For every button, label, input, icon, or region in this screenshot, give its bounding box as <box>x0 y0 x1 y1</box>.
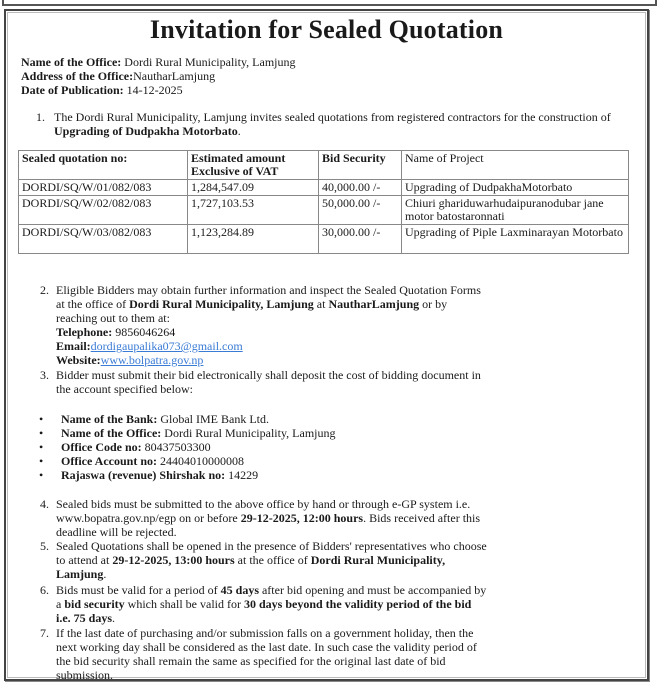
deadline-bold: 29-12-2025, 12:00 hours <box>240 511 364 525</box>
clause-number: 5. <box>40 539 49 553</box>
cell-security: 40,000.00 /- <box>319 180 402 196</box>
bank-label: Office Code no: <box>61 440 142 454</box>
header-project-name: Name of Project <box>402 151 629 180</box>
text: www.bopatra.gov.np/egp on or before <box>56 511 241 525</box>
cell-amount: 1,284,547.09 <box>188 180 319 196</box>
text: Bids must be valid for a period of <box>56 583 221 597</box>
clause-text <box>56 368 636 396</box>
email-line <box>56 339 636 353</box>
cell-project: Upgrading of DudpakhaMotorbato <box>402 180 629 196</box>
cell-project: Upgrading of Piple Laxminarayan Motorbato <box>402 225 629 254</box>
clause-text <box>56 626 636 682</box>
clause-number: 1. <box>36 110 45 124</box>
bank-value: Global IME Bank Ltd. <box>160 412 269 426</box>
text: after bid opening and must be accompanied by <box>258 583 487 597</box>
cell-project: Chiuri ghariduwarhudaipuranodubar jane motor batostaronnati <box>402 196 629 225</box>
clause-7-line-1: If the last date of purchasing and/or submission falls on a government holiday, then the <box>56 626 474 640</box>
clause-4-line-2 <box>56 511 636 525</box>
office-address-line <box>21 69 296 83</box>
email-label: Email: <box>56 339 91 353</box>
clause-3-line-2: the account specified below: <box>56 382 193 396</box>
quotation-table <box>18 150 629 254</box>
clause-number: 7. <box>40 626 49 640</box>
bank-label: Name of the Bank: <box>61 412 158 426</box>
table-row <box>19 180 629 196</box>
clause-number: 6. <box>40 583 49 597</box>
text: or by <box>419 297 448 311</box>
header-estimated-amount: Estimated amount Exclusive of VAT <box>188 151 319 180</box>
security-validity-bold: 30 days beyond the validity period of the bid <box>243 597 472 611</box>
office-name-value: Dordi Rural Municipality, Lamjung <box>124 55 296 69</box>
bank-value: 14229 <box>228 468 259 482</box>
bullet-icon: • <box>39 412 44 426</box>
previous-page-edge <box>2 0 657 6</box>
validity-bold: 45 days <box>220 583 259 597</box>
website-line <box>56 353 636 367</box>
clause-2-line-1: Eligible Bidders may obtain further information and inspect the Sealed Quotation Forms <box>56 283 481 297</box>
clause-7-line-4: submission. <box>56 668 114 682</box>
notice-title: Invitation for Sealed Quotation <box>149 15 504 44</box>
clause-number: 2. <box>40 283 49 297</box>
header-bid-security: Bid Security <box>319 151 402 180</box>
table-row <box>19 225 629 254</box>
clause-5-line-3 <box>56 567 636 581</box>
bullet-icon: • <box>39 426 44 440</box>
clause-4-line-1: Sealed bids must be submitted to the above office by hand or through e-GP system i.e. <box>56 497 471 511</box>
header-quotation-no: Sealed quotation no: <box>19 151 188 180</box>
cell-quotation-no: DORDI/SQ/W/03/082/083 <box>19 225 188 254</box>
cell-security: 50,000.00 /- <box>319 196 402 225</box>
bid-security-bold: bid security <box>64 597 125 611</box>
website-label: Website: <box>56 353 101 367</box>
office-name-bold: Dordi Rural Municipality, <box>310 553 446 567</box>
office-meta <box>21 55 296 97</box>
table-row <box>19 196 629 225</box>
text: a <box>56 597 65 611</box>
bullet-icon: • <box>39 454 44 468</box>
telephone-line <box>56 325 636 339</box>
clause-1-end: . <box>237 124 241 138</box>
publication-date-line <box>21 83 296 97</box>
cell-quotation-no: DORDI/SQ/W/01/082/083 <box>19 180 188 196</box>
telephone-value: 9856046264 <box>115 325 176 339</box>
text: . <box>112 611 116 625</box>
clause-text <box>56 583 636 625</box>
location-bold: NautharLamjung <box>328 297 420 311</box>
text: which shall be valid for <box>124 597 244 611</box>
office-name-label: Name of the Office: <box>21 55 122 69</box>
clause-2-line-2 <box>56 297 636 311</box>
bullet-icon: • <box>39 440 44 454</box>
clause-number: 4. <box>40 497 49 511</box>
clause-7-line-3: the bid security shall remain the same as specified for the original last date of bid <box>56 654 446 668</box>
office-address-value: NautharLamjung <box>133 69 216 83</box>
clause-2-line-3: reaching out to them at: <box>56 311 170 325</box>
location-bold: Lamjung <box>56 567 104 581</box>
clause-5-line-2 <box>56 553 636 567</box>
clause-7-line-2: next working day shall be considered as the last date. In such case the validity period of <box>56 640 477 654</box>
clause-6-line-1 <box>56 583 636 597</box>
bank-value: 24404010000008 <box>159 454 244 468</box>
bank-label: Rajaswa (revenue) Shirshak no: <box>61 468 226 482</box>
clause-text <box>56 497 636 539</box>
cell-amount: 1,123,284.89 <box>188 225 319 254</box>
clause-text <box>56 283 636 367</box>
text: at <box>313 297 329 311</box>
notice-frame <box>4 9 649 681</box>
total-days-bold: i.e. 75 days <box>56 611 113 625</box>
publication-date-label: Date of Publication: <box>21 83 124 97</box>
bullet-icon: • <box>39 468 44 482</box>
website-link[interactable]: www.bolpatra.gov.np <box>100 353 204 367</box>
bank-value: Dordi Rural Municipality, Lamjung <box>164 426 336 440</box>
telephone-label: Telephone: <box>56 325 113 339</box>
clause-3-line-1: Bidder must submit their bid electronically shall deposit the cost of bidding document in <box>56 368 481 382</box>
clause-5-line-1: Sealed Quotations shall be opened in the presence of Bidders' representatives who choose <box>56 539 487 553</box>
text: . Bids received after this <box>363 511 481 525</box>
text: to attend at <box>56 553 113 567</box>
office-name-bold: Dordi Rural Municipality, Lamjung <box>129 297 314 311</box>
clause-text <box>56 539 636 581</box>
bank-label: Office Account no: <box>61 454 157 468</box>
text: . <box>103 567 107 581</box>
text: at the office of <box>234 553 311 567</box>
opening-time-bold: 29-12-2025, 13:00 hours <box>112 553 235 567</box>
text: at the office of <box>56 297 130 311</box>
clause-1-text: The Dordi Rural Municipality, Lamjung invites sealed quotations from registered contractors for the construction of <box>54 110 611 124</box>
clause-4-line-3: deadline will be rejected. <box>56 525 177 539</box>
cell-amount: 1,727,103.53 <box>188 196 319 225</box>
table-header-row <box>19 151 629 180</box>
office-name-line <box>21 55 296 69</box>
clause-text <box>54 110 614 138</box>
clause-1-project: Upgrading of Dudpakha Motorbato <box>54 124 238 138</box>
bank-value: 80437503300 <box>144 440 211 454</box>
bank-label: Name of the Office: <box>61 426 162 440</box>
clause-number: 3. <box>40 368 49 382</box>
clause-6-line-3 <box>56 611 636 625</box>
clause-6-line-2 <box>56 597 636 611</box>
email-link[interactable]: dordigaupalika073@gmail.com <box>90 339 243 353</box>
cell-quotation-no: DORDI/SQ/W/02/082/083 <box>19 196 188 225</box>
cell-security: 30,000.00 /- <box>319 225 402 254</box>
office-address-label: Address of the Office: <box>21 69 134 83</box>
publication-date-value: 14-12-2025 <box>126 83 183 97</box>
